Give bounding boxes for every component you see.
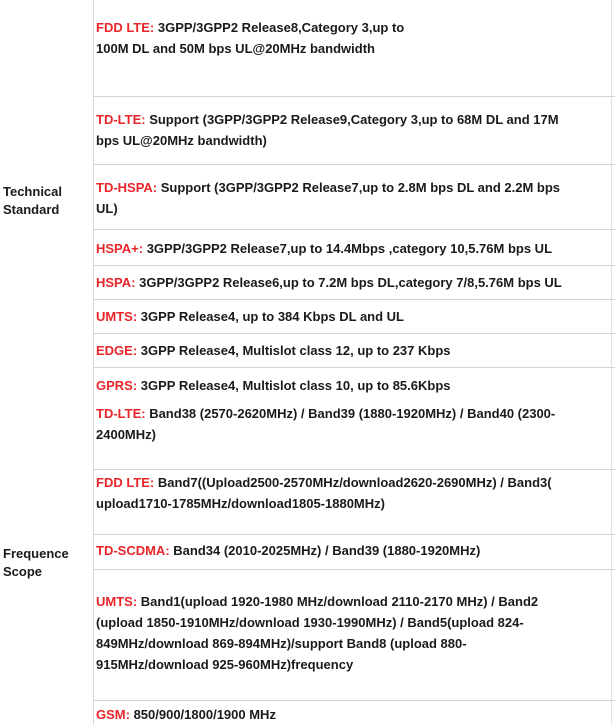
column-divider [93,0,94,725]
row-text: Support (3GPP/3GPP2 Release7,up to 2.8M bps DL and 2.2M bps [157,180,560,195]
row-text: 3GPP/3GPP2 Release8,Category 3,up to [154,20,405,35]
row-text: 100M DL and 50M bps UL@20MHz bandwidth [96,41,375,56]
spec-row-gprs [96,375,610,396]
row-text: 850/900/1800/1900 MHz [129,707,276,722]
row-text: upload1710-1785MHz/download1805-1880MHz) [96,496,385,511]
freq-row-td-scdma [96,540,610,561]
row-divider [94,469,615,470]
row-text: 3GPP Release4, up to 384 Kbps DL and UL [137,309,404,324]
spec-row-hspa [96,272,610,293]
row-text: 3GPP/3GPP2 Release6,up to 7.2M bps DL,category 7/8,5.76M bps UL [135,275,562,290]
row-text: Band34 (2010-2025MHz) / Band39 (1880-1920MHz) [169,543,481,558]
row-label: HSPA+: [96,241,144,256]
spec-row-fdd-lte [96,17,610,59]
row-divider [94,265,615,266]
row-divider [94,534,615,535]
row-text: Band7((Upload2500-2570MHz/download2620-2690MHz) / Band3( [154,475,552,490]
row-text: 849MHz/download 869-894MHz)/support Band8 (upload 880- [96,636,467,651]
heading-line: Standard [3,202,60,217]
row-label: TD-HSPA: [96,180,158,195]
right-border [611,0,612,725]
row-text: 3GPP/3GPP2 Release7,up to 14.4Mbps ,category 10,5.76M bps UL [143,241,553,256]
row-label: UMTS: [96,309,138,324]
row-text: bps UL@20MHz bandwidth) [96,133,267,148]
row-label: UMTS: [96,594,138,609]
row-divider [94,299,615,300]
row-text: (upload 1850-1910MHz/download 1930-1990MHz) / Band5(upload 824- [96,615,524,630]
row-label: EDGE: [96,343,138,358]
row-divider [94,164,615,165]
row-text: Support (3GPP/3GPP2 Release9,Category 3,up to 68M DL and 17M [145,112,559,127]
frequence-scope-heading [3,545,91,581]
spec-row-umts [96,306,610,327]
freq-row-umts [96,591,610,675]
row-divider [94,229,615,230]
row-label: GSM: [96,707,130,722]
row-label: HSPA: [96,275,136,290]
spec-row-td-lte [96,109,610,151]
row-label: TD-LTE: [96,112,146,127]
freq-row-td-lte [96,403,610,445]
row-text: UL) [96,201,118,216]
row-divider [94,367,615,368]
heading-line: Frequence [3,546,69,561]
heading-line: Scope [3,564,43,579]
spec-row-edge [96,340,610,361]
row-divider [94,96,615,97]
row-label: FDD LTE: [96,475,155,490]
row-label: TD-SCDMA: [96,543,170,558]
row-text: 915MHz/download 925-960MHz)frequency [96,657,354,672]
spec-row-td-hspa [96,177,610,219]
row-text: 3GPP Release4, Multislot class 12, up to 237 Kbps [137,343,451,358]
row-label: GPRS: [96,378,138,393]
row-text: Band38 (2570-2620MHz) / Band39 (1880-1920MHz) / Band40 (2300- [145,406,556,421]
heading-line: Technical [3,184,63,199]
row-text: 3GPP Release4, Multislot class 10, up to 85.6Kbps [137,378,451,393]
freq-row-fdd-lte [96,472,610,514]
spec-row-hspa-plus [96,238,610,259]
technical-standard-heading [3,183,91,219]
row-label: FDD LTE: [96,20,155,35]
freq-row-gsm [96,704,610,725]
row-divider [94,700,615,701]
row-text: 2400MHz) [96,427,156,442]
row-label: TD-LTE: [96,406,146,421]
row-divider [94,569,615,570]
row-divider [94,333,615,334]
row-text: Band1(upload 1920-1980 MHz/download 2110-2170 MHz) / Band2 [137,594,539,609]
